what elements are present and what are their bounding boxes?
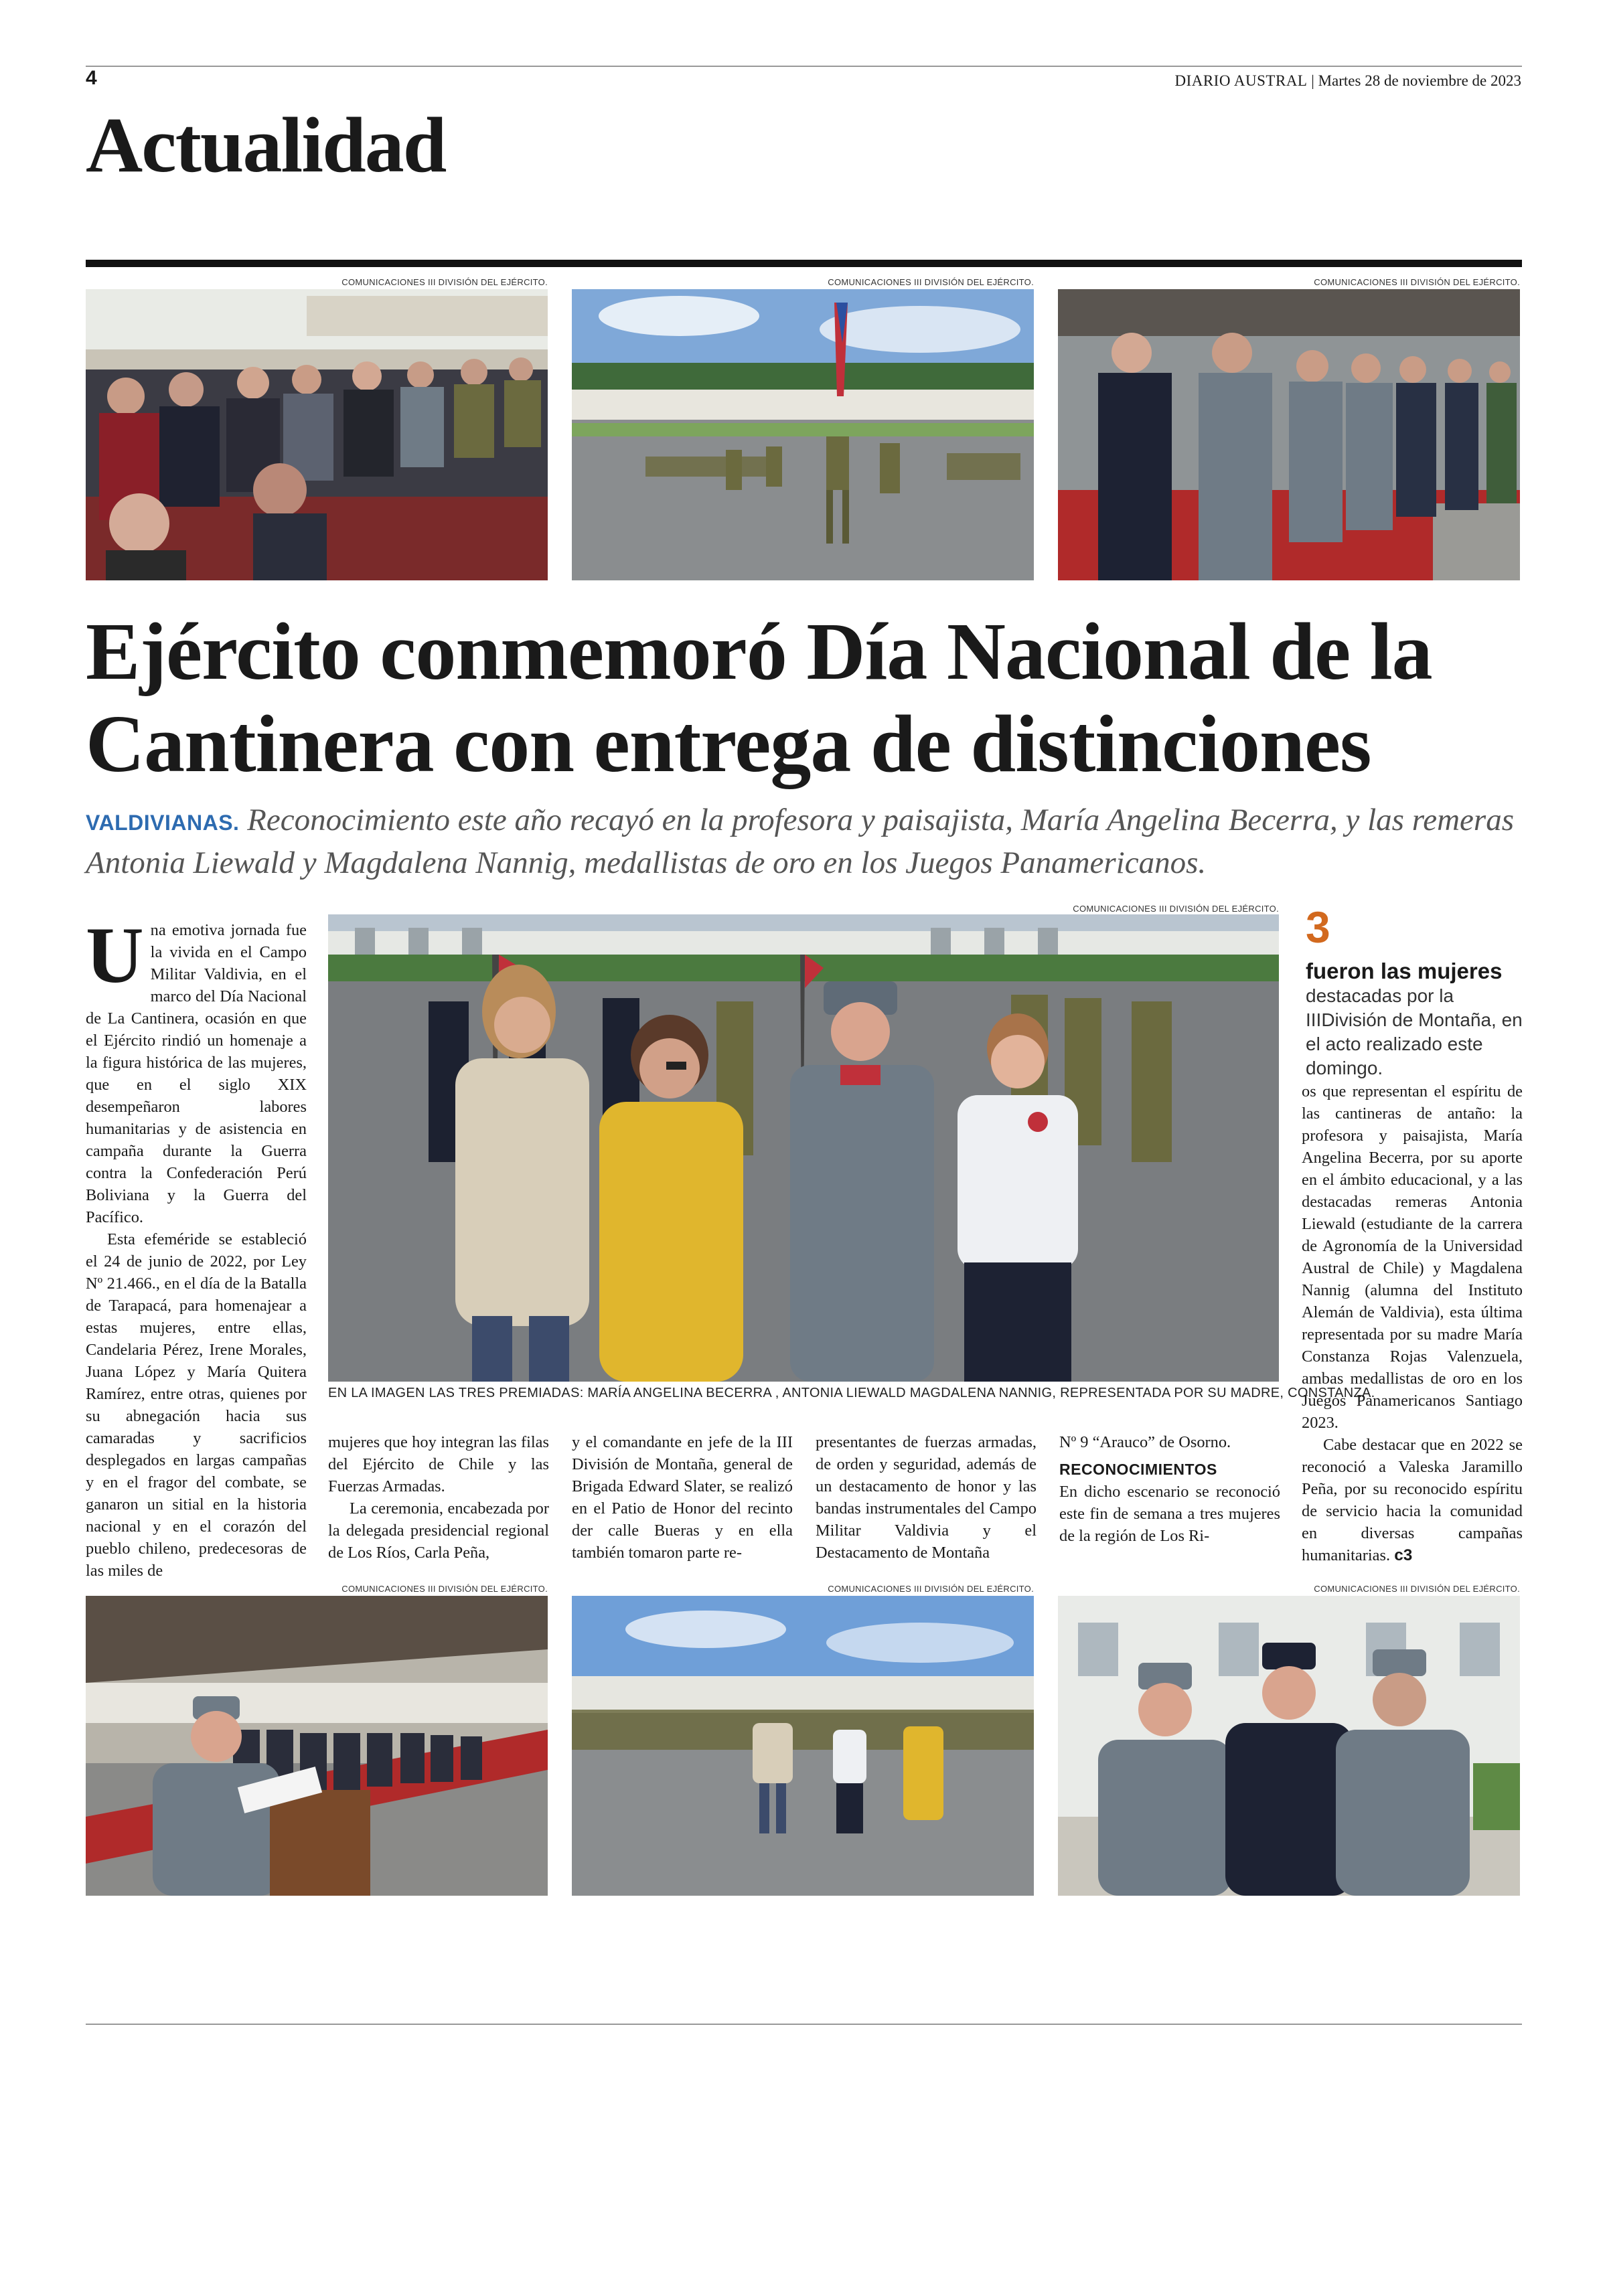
photo-speech [86, 1596, 548, 1896]
article-column-5 [1059, 1431, 1280, 1578]
photo-credit-1: COMUNICACIONES III DIVISIÓN DEL EJÉRCITO. [341, 277, 548, 287]
issue-date: Martes 28 de noviembre de 2023 [1318, 72, 1521, 89]
photo-credit-6: COMUNICACIONES III DIVISIÓN DEL EJÉRCITO. [1314, 1584, 1520, 1594]
column-6-paragraph-2-text: Cabe destacar que en 2022 se reconoció a Valeska Jaramillo Peña, por su reconocido espíritu de servicio hacia la comunidad en diversas campañas humanitarias. [1302, 1436, 1523, 1564]
column-1-paragraph-1: na emotiva jornada fue la vivida en el Campo Militar Valdivia, en el marco del Día Nacional de La Cantinera, ocasión en que el Ejército rindió un homenaje a la figura histórica de las mujeres, que en el siglo XIX desempeñaron labores humanitarias y de asistencia en campaña durante la Guerra contra la Confederación Perú Boliviana y la Guerra del Pacífico. [86, 921, 307, 1226]
column-4-paragraph-1: presentantes de fuerzas armadas, de orden y seguridad, además de un destacamento de honor y las bandas instrumentales del Campo Militar Valdivia y el Destacamento de Montaña [816, 1433, 1037, 1562]
deck-text: Reconocimiento este año recayó en la profesora y paisajista, María Angelina Becerra, y las remeras Antonia Liewald y Magdalena Nannig, medallistas de oro en los Juegos Panamericanos. [86, 803, 1514, 880]
article-column-4 [816, 1431, 1037, 1578]
photo-audience [86, 289, 548, 580]
photo-credit-4: COMUNICACIONES III DIVISIÓN DEL EJÉRCITO. [341, 1584, 548, 1594]
main-photo-caption: EN LA IMAGEN LAS TRES PREMIADAS: MARÍA ANGELINA BECERRA , ANTONIA LIEWALD MAGDALENA NANNIG, REPRESENTADA POR SU MADRE, CONSTANZA. [328, 1386, 1375, 1400]
footer-rule [86, 2024, 1522, 2025]
column-2-paragraph-1: mujeres que hoy integran las filas del Ejército de Chile y las Fuerzas Armadas. [328, 1433, 549, 1495]
column-6-paragraph-2 [1302, 1434, 1523, 1566]
column-1-paragraph-2: Esta efeméride se estableció el 24 de junio de 2022, por Ley Nº 21.466., en el día de la Batalla de Tarapacá, para homenajear a estas mujeres, entre ellas, Candelaria Pérez, Irene Morales, Juana López y María Quitera Ramírez, entre otras, quienes por su abnegación hacia sus camaradas y sacrificios desplegados en largas campañas y en el fragor del combate, se ganaron un sitial en la historia nacional y en el corazón del pueblo chileno, predecesoras de las miles de [86, 1230, 307, 1580]
column-2-paragraph-2: La ceremonia, encabezada por la delegada presidencial regional de Los Ríos, Carla Peña, [328, 1499, 549, 1562]
photo-cantineras [1058, 1596, 1520, 1896]
section-rule [86, 260, 1522, 267]
article-column-6 [1302, 1080, 1523, 1576]
masthead: DIARIO AUSTRAL | Martes 28 de noviembre de 2023 [1174, 72, 1521, 89]
article-headline [86, 606, 1532, 791]
photo-credit-5: COMUNICACIONES III DIVISIÓN DEL EJÉRCITO. [828, 1584, 1034, 1594]
section-title: Actualidad [86, 101, 446, 189]
photo-parade [572, 289, 1034, 580]
deck-kicker: VALDIVIANAS. [86, 811, 240, 835]
page-number: 4 [86, 67, 97, 89]
article-column-2 [328, 1431, 549, 1578]
photo-credit-3: COMUNICACIONES III DIVISIÓN DEL EJÉRCITO. [1314, 277, 1520, 287]
reconocimientos-subtitle: RECONOCIMIENTOS [1059, 1461, 1217, 1478]
column-5-paragraph-1: Nº 9 “Arauco” de Osorno. [1059, 1433, 1231, 1451]
top-rule [86, 66, 1522, 67]
photo-credit-2: COMUNICACIONES III DIVISIÓN DEL EJÉRCITO. [828, 277, 1034, 287]
photo-awardees [328, 914, 1279, 1382]
photo-salute [1058, 289, 1520, 580]
sidebar-title: fueron las mujeres [1306, 959, 1503, 983]
sidebar-text: destacadas por la IIIDivisión de Montaña, en el acto realizado este domingo. [1306, 985, 1523, 1078]
newspaper-name: DIARIO AUSTRAL [1174, 72, 1308, 89]
article-column-1 [86, 910, 307, 1580]
drop-cap: U [86, 910, 144, 999]
end-mark: c3 [1394, 1546, 1413, 1564]
photo-credit-main: COMUNICACIONES III DIVISIÓN DEL EJÉRCITO. [1073, 904, 1279, 914]
article-column-3 [572, 1431, 793, 1578]
photo-field [572, 1596, 1034, 1896]
article-deck [86, 800, 1525, 883]
sidebar-number: 3 [1306, 902, 1330, 952]
column-3-paragraph-1: y el comandante en jefe de la III División de Montaña, general de Brigada Edward Slater, se realizó en el Patio de Honor del recinto der calle Bueras y en ella también tomaron parte re- [572, 1433, 793, 1562]
column-6-paragraph-1: os que representan el espíritu de las cantineras de antaño: la profesora y paisajista, María Angelina Becerra, por su aporte en el ámbito educacional, y a las destacadas remeras Antonia Liewald (estudiante de la carrera de Agronomía de la Universidad Austral de Chile) y Magdalena Nannig (alumna del Instituto Alemán de Valdivia), esta última representada por su madre María Constanza Rojas Valenzuela, ambas medallistas de oro en los Juegos Panamericanos Santiago 2023. [1302, 1082, 1523, 1432]
headline-line-1: Ejército conmemoró Día Nacional de la [86, 606, 1432, 697]
column-5-paragraph-2: En dicho escenario se reconoció este fin de semana a tres mujeres de la región de Los Ri- [1059, 1483, 1280, 1545]
headline-line-2: Cantinera con entrega de distinciones [86, 699, 1371, 789]
